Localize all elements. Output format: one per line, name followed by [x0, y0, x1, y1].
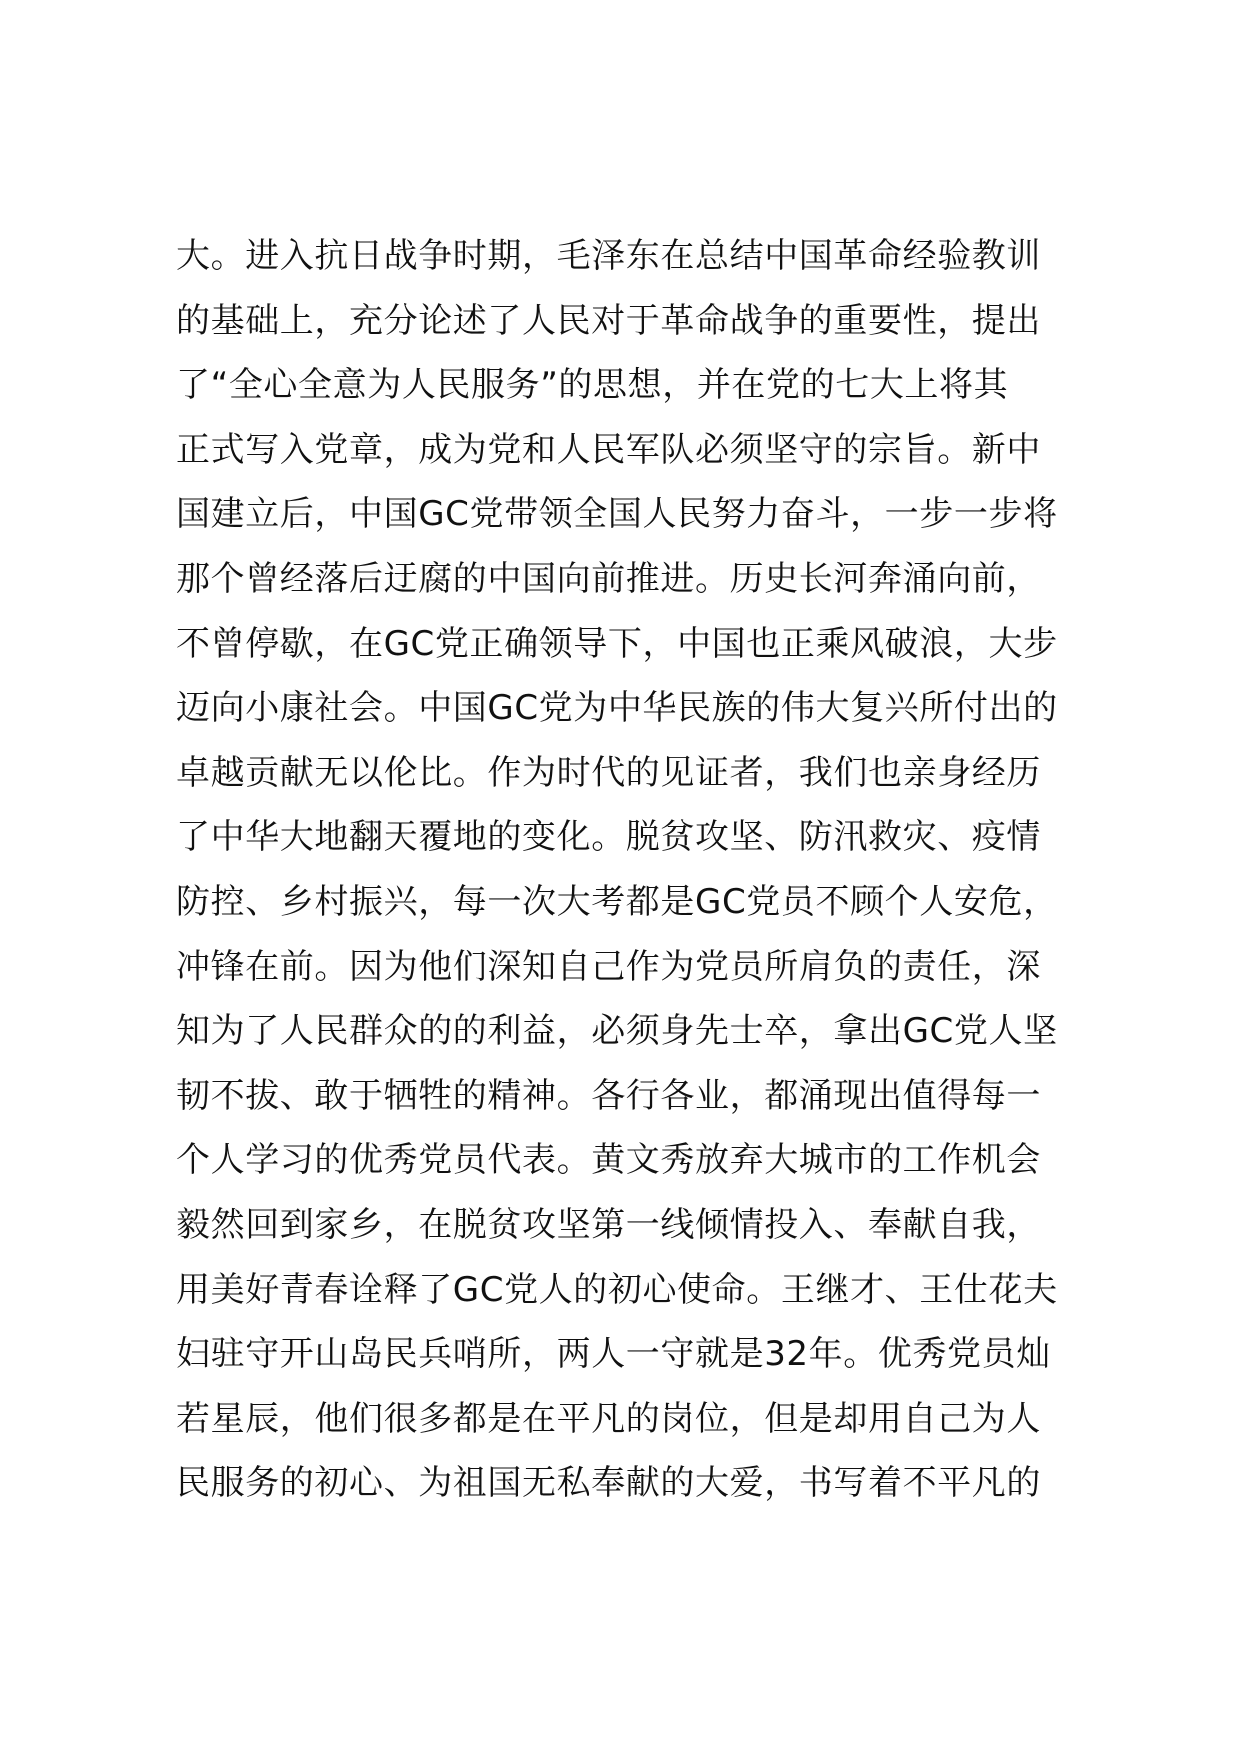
- text-line: 用美好青春诠释了GC党人的初心使命。王继才、王仕花夫: [176, 1269, 1058, 1310]
- text-line: 了中华大地翻天覆地的变化。脱贫攻坚、防汛救灾、疫情: [176, 817, 1041, 858]
- text-line: 国建立后，中国GC党带领全国人民努力奋斗，一步一步将: [176, 494, 1058, 535]
- text-line: 毅然回到家乡，在脱贫攻坚第一线倾情投入、奉献自我，: [176, 1204, 1041, 1245]
- body-text: [176, 236, 1116, 1533]
- text-line: 妇驻守开山岛民兵哨所，两人一守就是32年。优秀党员灿: [176, 1334, 1051, 1375]
- text-line: 个人学习的优秀党员代表。黄文秀放弃大城市的工作机会: [176, 1140, 1041, 1181]
- text-line: 正式写入党章，成为党和人民军队必须坚守的宗旨。新中: [176, 429, 1041, 470]
- text-line: 迈向小康社会。中国GC党为中华民族的伟大复兴所付出的: [176, 688, 1058, 729]
- text-line: 冲锋在前。因为他们深知自己作为党员所肩负的责任，深: [176, 946, 1041, 987]
- text-line: 大。进入抗日战争时期，毛泽东在总结中国革命经验教训: [176, 236, 1041, 276]
- text-line: 防控、乡村振兴，每一次大考都是GC党员不顾个人安危，: [176, 881, 1058, 922]
- text-line: 卓越贡献无以伦比。作为时代的见证者，我们也亲身经历: [176, 752, 1041, 793]
- text-line: 不曾停歇，在GC党正确领导下，中国也正乘风破浪，大步: [176, 623, 1058, 664]
- text-line: 知为了人民群众的的利益，必须身先士卒，拿出GC党人坚: [176, 1011, 1058, 1052]
- text-line: 了“全心全意为人民服务”的思想，并在党的七大上将其: [176, 365, 1009, 406]
- text-line: 的基础上，充分论述了人民对于革命战争的重要性，提出: [176, 300, 1041, 341]
- text-line: 若星辰，他们很多都是在平凡的岗位，但是却用自己为人: [176, 1398, 1041, 1439]
- text-line: 那个曾经落后迂腐的中国向前推进。历史长河奔涌向前，: [176, 558, 1041, 599]
- text-line: 韧不拔、敢于牺牲的精神。各行各业，都涌现出值得每一: [176, 1075, 1041, 1116]
- text-line: 民服务的初心、为祖国无私奉献的大爱，书写着不平凡的: [176, 1463, 1041, 1504]
